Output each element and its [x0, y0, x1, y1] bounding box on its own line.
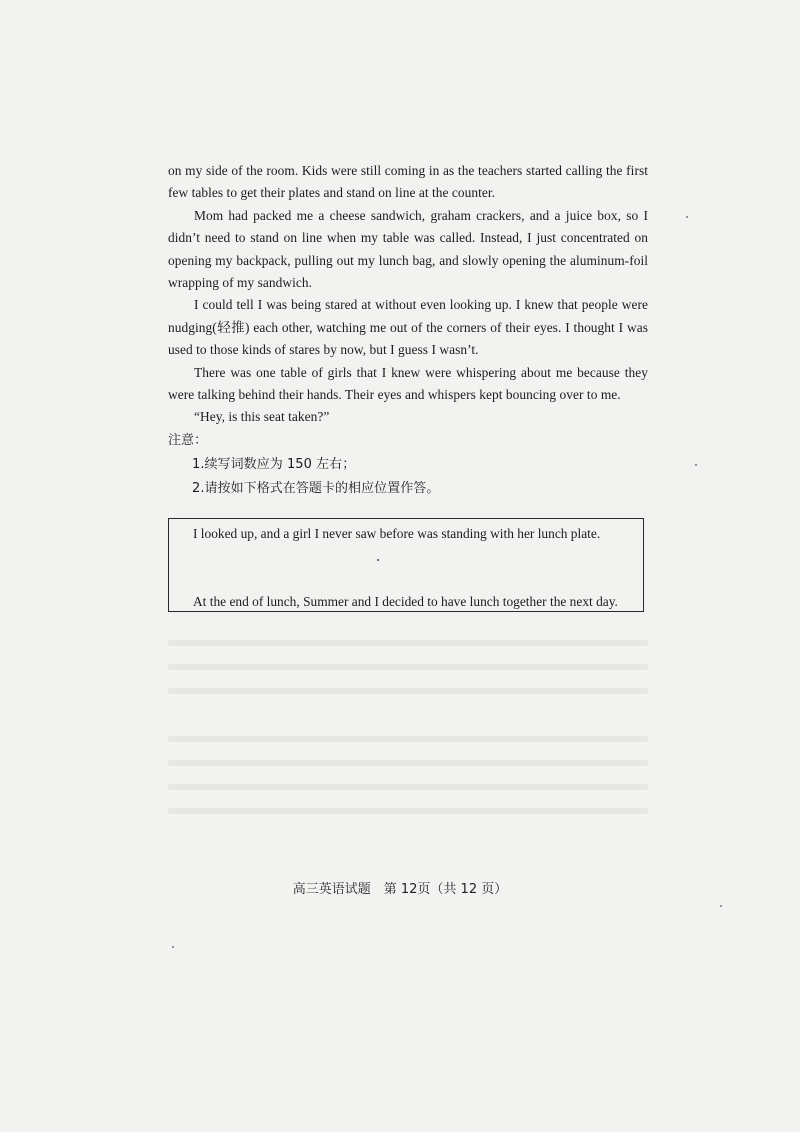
- answer-box: [168, 518, 644, 612]
- bleed-through-line: [168, 808, 648, 814]
- bleed-through-line: [168, 640, 648, 646]
- page-footer: 高三英语试题 第 12页（共 12 页）: [292, 882, 508, 897]
- notice-item: 1.续写词数应为 150 左右；: [192, 456, 356, 472]
- passage: [168, 160, 648, 501]
- scan-speck: [686, 216, 688, 218]
- passage-paragraph: Mom had packed me a cheese sandwich, graham crackers, and a juice box, so I didn’t need to stand on line when my table was called. Instead, I just concentrated on opening my backpack, pulling out my lunch bag, and slowly opening the aluminum-foil wrapping of my sandwich.: [168, 207, 648, 291]
- answer-box-last-line: At the end of lunch, Summer and I decided to have lunch together the next day.: [193, 594, 618, 609]
- bleed-through-line: [168, 664, 648, 670]
- scan-speck: [172, 946, 174, 948]
- writing-area: [377, 559, 379, 561]
- passage-paragraph: I could tell I was being stared at without even looking up. I knew that people were nudging(轻推) each other, watching me out of the corners of their eyes. I thought I was used to those kinds of stares by now, but I guess I wasn’t.: [168, 297, 648, 358]
- bleed-through-line: [168, 688, 648, 694]
- passage-paragraph: on my side of the room. Kids were still coming in as the teachers started calling the first few tables to get their plates and stand on line at the counter.: [168, 163, 648, 201]
- passage-paragraph: There was one table of girls that I knew were whispering about me because they were talking behind their hands. Their eyes and whispers kept bouncing over to me.: [168, 364, 648, 403]
- answer-box-first-line: I looked up, and a girl I never saw before was standing with her lunch plate.: [193, 526, 601, 541]
- bleed-through-line: [168, 784, 648, 790]
- scan-speck: [695, 464, 697, 466]
- passage-paragraph: “Hey, is this seat taken?”: [194, 409, 330, 425]
- bleed-through-line: [168, 736, 648, 742]
- bleed-through-line: [168, 760, 648, 766]
- notice-title: 注意：: [168, 432, 208, 448]
- notice-item: 2.请按如下格式在答题卡的相应位置作答。: [192, 480, 440, 496]
- scan-speck: [720, 905, 722, 907]
